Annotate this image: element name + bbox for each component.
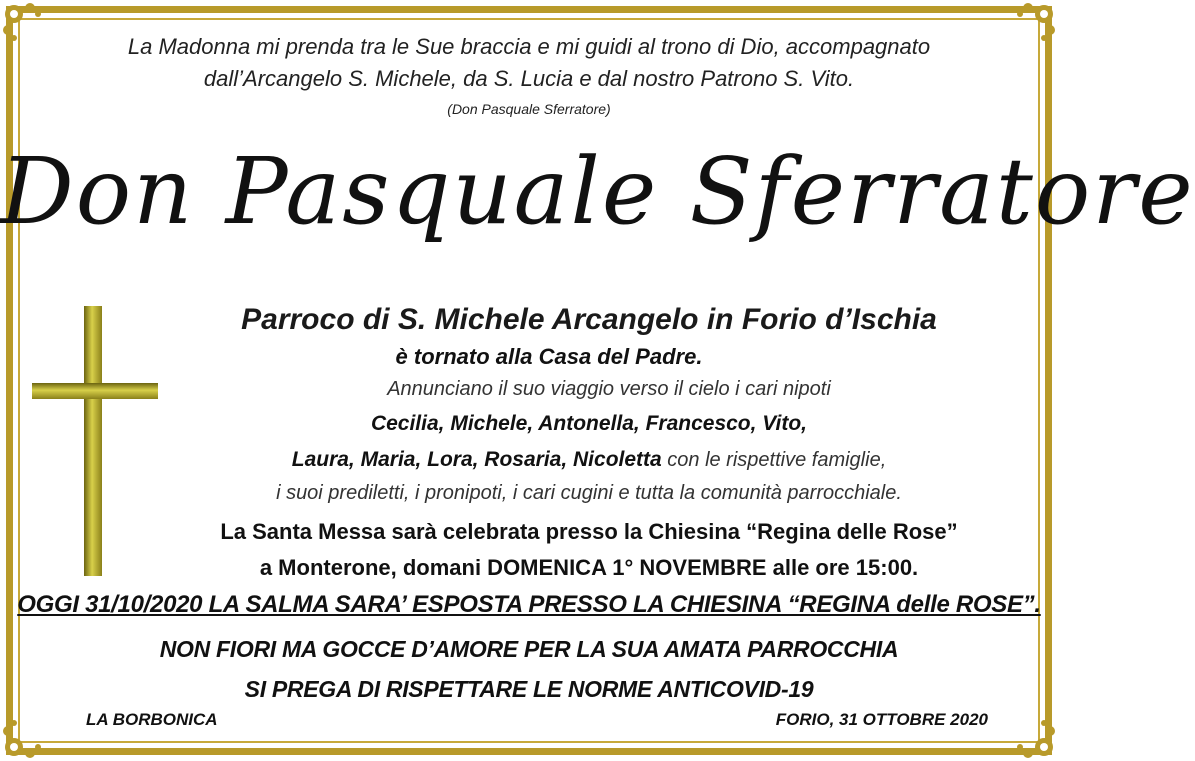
quote-author: (Don Pasquale Sferratore) [447, 101, 611, 117]
nephews-names-1: Cecilia, Michele, Antonella, Francesco, Vito, [370, 412, 808, 435]
families-suffix: con le rispettive famiglie, [661, 449, 887, 471]
announcement-intro: Annunciano il suo viaggio verso il cielo i cari nipoti [387, 378, 831, 400]
floral-corner-icon [0, 715, 46, 761]
nephews-names-2: Laura, Maria, Lora, Rosaria, Nicoletta [291, 448, 662, 471]
role-line: Parroco di S. Michele Arcangelo in Forio d’Ischia [241, 303, 937, 336]
deceased-name: Don Pasquale Sferratore [0, 138, 1195, 245]
quote-line-2: dall’Arcangelo S. Michele, da S. Lucia e dal nostro Patrono S. Vito. [203, 66, 855, 91]
place-date: FORIO, 31 OTTOBRE 2020 [775, 710, 988, 729]
notice-flowers: NON FIORI MA GOCCE D’AMORE PER LA SUA AMATA PARROCCHIA [159, 636, 899, 662]
quote-line-1: La Madonna mi prenda tra le Sue braccia e mi guidi al trono di Dio, accompagnato [127, 34, 931, 59]
notice-covid: SI PREGA DI RISPETTARE LE NORME ANTICOVID-19 [244, 676, 814, 702]
nephews-names-2-row [60, 448, 1118, 472]
announcement-line-3: i suoi prediletti, i pronipoti, i cari cugini e tutta la comunità parrocchiale. [276, 482, 902, 504]
mass-line-2: a Monterone, domani DOMENICA 1° NOVEMBRE alle ore 15:00. [259, 555, 919, 580]
mass-line-1: La Santa Messa sarà celebrata presso la Chiesina “Regina delle Rose” [220, 519, 958, 544]
agency-name: LA BORBONICA [86, 710, 218, 729]
floral-corner-icon [1012, 715, 1058, 761]
notice-today: OGGI 31/10/2020 LA SALMA SARA’ ESPOSTA PRESSO LA CHIESINA “REGINA delle ROSE”. [17, 591, 1041, 618]
status-line: è tornato alla Casa del Padre. [395, 344, 703, 369]
